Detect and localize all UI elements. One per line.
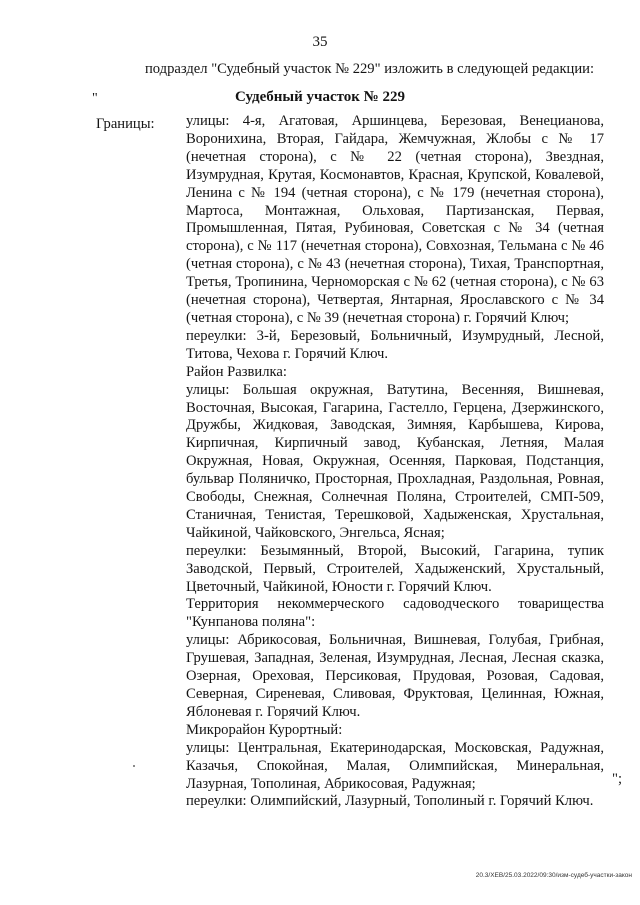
territory-streets-paragraph: улицы: Абрикосовая, Больничная, Вишневая, Голубая, Грибная, Грушевая, Западная, Зеленая, Изумрудная, Лесная, Лесная сказка, Озерная, Ореховая, Персиковая, Прудовая, Розовая, Садовая, Северная, Сиреневая, Сливовая, Фруктовая, Целинная, Южная, Яблоневая г. Горячий Ключ. xyxy=(186,632,604,720)
district-heading-kurortny: Микрорайон Курортный: xyxy=(186,721,343,738)
streets-paragraph: улицы: 4-я, Агатовая, Аршинцева, Березовая, Венецианова, Воронихина, Вторая, Гайдара, Жемчужная, Жлобы с № 17 (нечетная сторона), с № 22 (четная сторона), Звездная, Изумрудная, Крутая, Космонавтов, Красная, Крупской, Ковалевой, Ленина с № 194 (четная сторона), с № 179 (нечетная сторона), Мартоса, Монтажная, Ольховая, Партизанская, Первая, Промышленная, Пятая, Рубиновая, Советская с № 34 (четная сторона), с № 117 (нечетная сторона), Совхозная, Тельмана с № 46 (четная сторона), с № 43 (нечетная сторона), Тихая, Транспортная, Третья, Тропинина, Черноморская с № 62 (четная сторона), с № 63 (нечетная сторона), Четвертая, Янтарная, Ярославского с № 34 (четная сторона), с № 39 (нечетная сторона) г. Горячий Ключ; xyxy=(186,113,604,326)
razvilka-lanes-paragraph: переулки: Безымянный, Второй, Высокий, Гагарина, тупик Заводской, Первый, Строителей, Хадыженский, Хрустальный, Цветочный, Чайкиной, Юности г. Горячий Ключ. xyxy=(186,542,604,595)
district-heading-razvilka: Район Развилка: xyxy=(186,363,287,380)
footer-code: 20.3/ХЕВ/25.03.2022/09:30/изм-судеб-участки-закон xyxy=(475,872,632,879)
closing-quote: "; xyxy=(612,771,623,787)
territory-heading: Территория некоммерческого садоводческого товарищества "Кунпанова поляна": xyxy=(186,596,604,631)
razvilka-streets-paragraph: улицы: Большая окружная, Ватутина, Весенняя, Вишневая, Восточная, Высокая, Гагарина, Гастелло, Герцена, Дзержинского, Дружбы, Жидковая, Заводская, Зимняя, Карбышева, Кирова, Кирпичная, Кирпичный завод, Кубанская, Летняя, Малая Окружная, Новая, Окружная, Осенняя, Парковая, Подстанция, бульвар Поляничко, Просторная, Прохладная, Раздольная, Ровная, Свободы, Снежная, Солнечная Поляна, Строителей, СМП-509, Станичная, Тенистая, Терешковой, Хадыженская, Хрустальная, Чайкиной, Чайковского, Энгельса, Ясная; xyxy=(186,381,604,541)
kurortny-lanes-paragraph: переулки: Олимпийский, Лазурный, Тополиный г. Горячий Ключ. xyxy=(186,793,594,810)
section-heading: Судебный участок № 229 xyxy=(234,89,405,105)
page-number: 35 xyxy=(312,34,328,50)
kurortny-streets-paragraph: улицы: Центральная, Екатеринодарская, Московская, Радужная, Казачья, Спокойная, Малая, Олимпийская, Минеральная, Лазурная, Тополиная, Абрикосовая, Радужная; xyxy=(186,739,604,792)
boundaries-label: Границы: xyxy=(96,116,155,132)
intro-text: подраздел "Судебный участок № 229" изложить в следующей редакции: xyxy=(145,61,595,77)
opening-quote: " xyxy=(92,91,98,106)
lanes-paragraph: переулки: 3-й, Березовый, Больничный, Изумрудный, Лесной, Титова, Чехова г. Горячий Ключ. xyxy=(186,327,604,362)
scan-speck xyxy=(133,765,135,767)
boundaries-content xyxy=(186,113,604,811)
